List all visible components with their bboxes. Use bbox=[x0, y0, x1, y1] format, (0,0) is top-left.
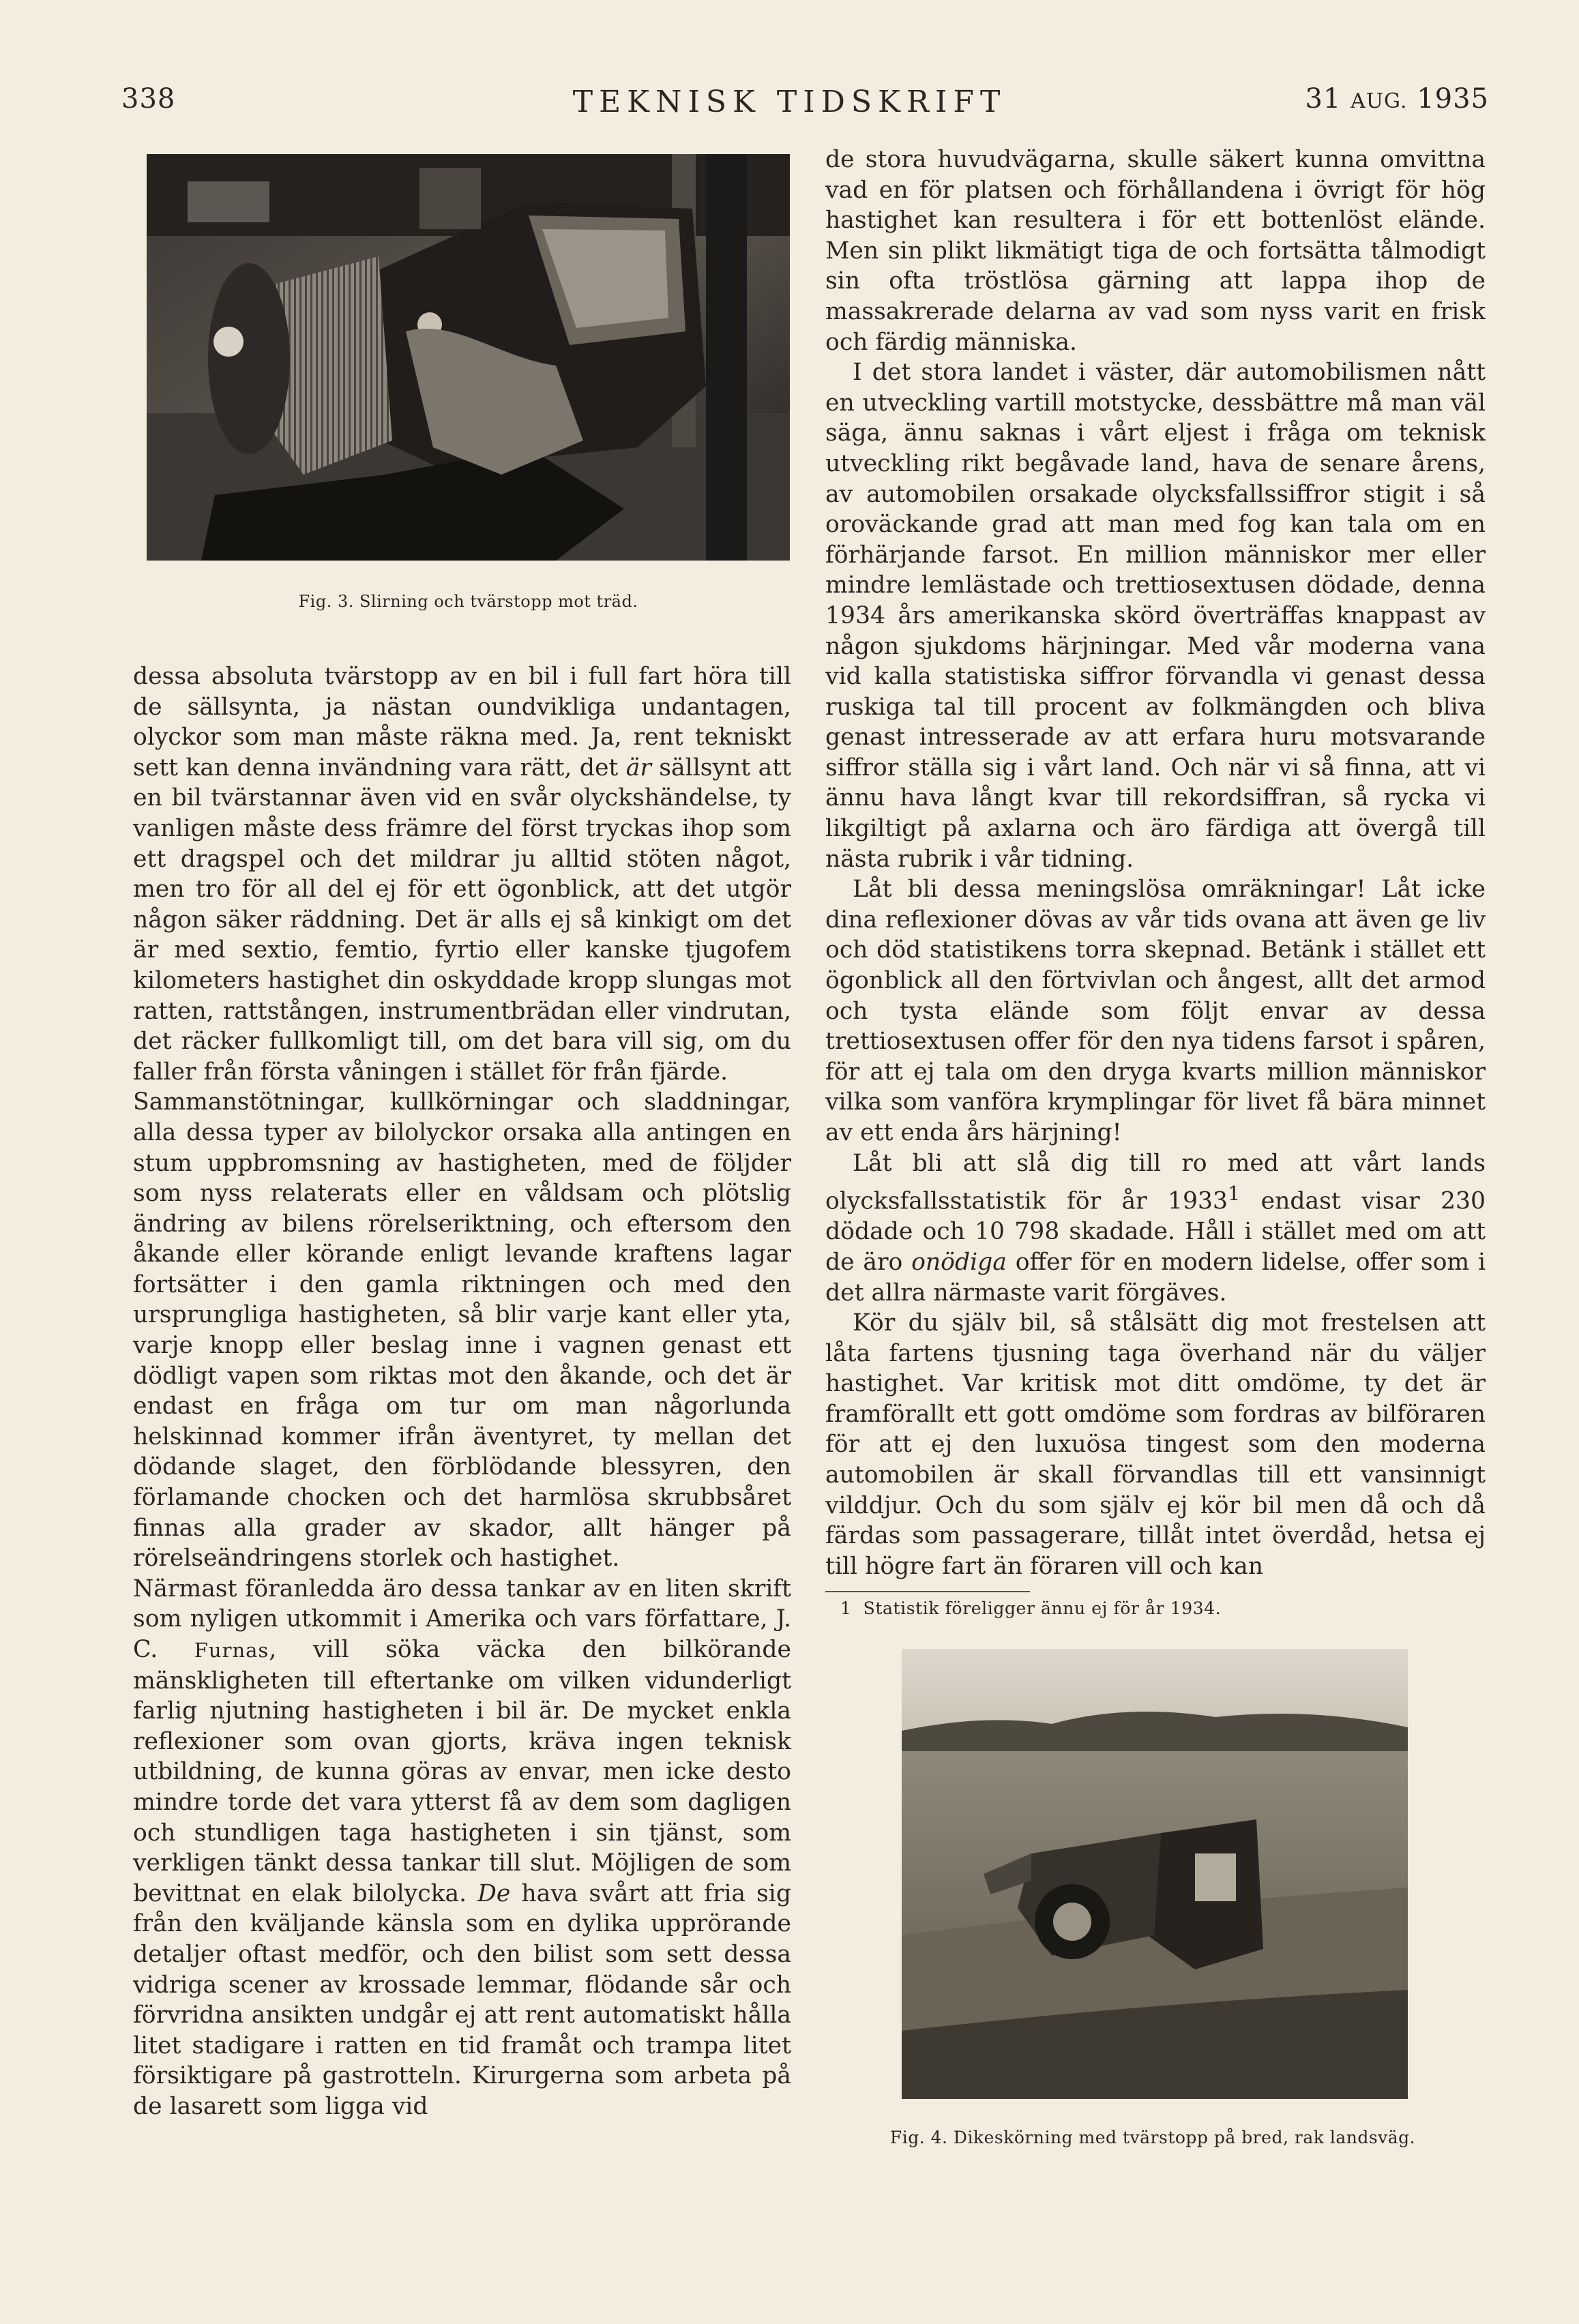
right-p4-emphasis: onödiga bbox=[911, 1248, 1007, 1276]
left-p3-text-b: , vill söka väcka den bilkörande mänskligheten till eftertanke om vilken vidunderligt farlig njutning hastigheten i bil är. De mycket enkla reflexioner som ovan gjorts, kräva ingen teknisk utbildning, de kunna göras av envar, men icke desto mindre torde det vara ytterst få av dem som dagligen och stundligen taga hastigheten i sin tjänst, som verkligen tänkt dessa tankar till slut. Möjligen de som bevittnat en elak bilolycka. bbox=[133, 1636, 791, 1907]
right-paragraph-3: Låt bli dessa meningslösa omräkningar! Låt icke dina reflexioner dövas av vår tids ovana att även ge liv och död statistikens torra skepnad. Betänk i stället ett ögonblick all den förtvivlan och ångest, allt det armod och tysta elände som följt envar av dessa trettiosextusen offer för den nya tidens farsot i spåren, för att ej tala om den dryga kvarts million människor vilka som vanföra krymplingar för livet få bära minnet av ett enda års härjning! bbox=[825, 876, 1486, 1146]
issue-date bbox=[1305, 83, 1489, 115]
footnote-reference: 1 bbox=[1227, 1182, 1241, 1206]
left-p1-emphasis: är bbox=[625, 754, 651, 781]
footnote-divider bbox=[825, 1591, 1030, 1592]
left-p1-text: dessa absoluta tvärstopp av en bil i full fart höra till de sällsynta, ja nästan oundvikliga undantagen, olyckor som man måste räkna med. Ja, rent tekniskt sett kan denna invändning vara rätt, det bbox=[133, 663, 791, 781]
figure-4-caption: Fig. 4. Dikeskörning med tvärstopp på bred, rak landsväg. bbox=[889, 2128, 1416, 2147]
journal-title: TEKNISK TIDSKRIFT bbox=[572, 85, 1007, 119]
left-paragraph-3 bbox=[133, 1574, 791, 2122]
footnote bbox=[840, 1598, 1221, 1618]
left-paragraph-1 bbox=[133, 661, 791, 1087]
crashed-car-image bbox=[147, 154, 790, 561]
issue-day: 31 bbox=[1305, 83, 1342, 115]
figure-4-photo bbox=[902, 1649, 1408, 2099]
figure-3-photo bbox=[147, 154, 790, 561]
left-p3-text-c: hava svårt att fria sig från den kväljande känsla som en dylika upprörande detaljer oftast medför, och den bilist som sett dessa vidriga scener av krossade lemmar, flödande sår och förvridna ansikten undgår ej att rent automatiskt hålla litet stadigare i ratten en tid framåt och trampa litet försiktigare på gastrotteln. Kirurgerna som arbeta på de lasarett som ligga vid bbox=[133, 1879, 791, 2120]
right-paragraph-1: de stora huvudvägarna, skulle säkert kunna omvittna vad en för platsen och förhållandena i övrigt för hög hastighet kan resultera i för ett bottenlöst elände. Men sin plikt likmätigt tiga de och fortsätta tålmodigt sin ofta tröstlösa gärning att lappa ihop de massakrerade delarna av vad som nyss varit en frisk och färdig människa. bbox=[825, 146, 1486, 356]
right-column bbox=[825, 145, 1486, 1581]
footnote-text: Statistik föreligger ännu ej för år 1934. bbox=[863, 1598, 1222, 1618]
figure-3-caption: Fig. 3. Slirning och tvärstopp mot träd. bbox=[298, 592, 638, 611]
right-paragraph-2: I det stora landet i väster, där automobilismen nått en utveckling vartill motstycke, dessbättre må man väl säga, ännu saknas i vårt eljest i fråga om teknisk utveckling rikt begåvade land, hava de senare årens, av automobilen orsakade olycksfallssiffror stigit i så oroväckande grad att man med fog kan tala om en förhärjande farsot. En million människor mer eller mindre lemlästade och trettiosextusen dödade, denna 1934 års amerikanska skörd överträffas knappast av någon sjukdoms härjningar. Med vår moderna vana vid kalla statistiska siffror förvandla vi genast dessa ruskiga tal till procent av folkmängden och bliva genast intresserade av att erfara huru motsvarande siffror ställa sig i vårt land. Och när vi så finna, att vi ännu hava långt kvar till rekordsiffran, så rycka vi likgiltigt på axlarna och äro färdiga att övergå till nästa rubrik i vår tidning. bbox=[825, 359, 1486, 873]
issue-month: AUG. bbox=[1351, 89, 1408, 113]
left-p3-emphasis: De bbox=[477, 1879, 511, 1907]
left-p1-rest: sällsynt att en bil tvärstannar även vid en svår olyckshändelse, ty vanligen måste dess främre del först tryckas ihop som ett dragspel och det mildrar ju alltid stöten något, men tro för all del ej för ett ögonblick, att det utgör någon säker räddning. Det är alls ej så kinkigt om det är med sextio, femtio, fyrtio eller kanske tjugofem kilometers hastighet din oskyddade kropp slungas mot ratten, rattstången, instrumentbrädan eller vindrutan, det räcker fullkomligt till, om det bara vill sig, om du faller från första våningen i stället för från fjärde. bbox=[133, 754, 791, 1086]
overturned-car-image bbox=[902, 1649, 1408, 2099]
page-number: 338 bbox=[121, 83, 176, 115]
right-p4-text-b: endast visar 230 dödade och 10 798 skadade. Håll i stället med om att de äro bbox=[825, 1187, 1486, 1276]
issue-year: 1935 bbox=[1417, 83, 1489, 115]
right-paragraph-5: Kör du själv bil, så stålsätt dig mot frestelsen att låta fartens tjusning taga överhand när du väljer hastighet. Var kritisk mot ditt omdöme, ty det är framförallt ett gott omdöme som fordras av bilföraren för att ej den luxuösa tingest som den moderna automobilen är skall förvandlas till ett vansinnigt vilddjur. Och du som själv ej kör bil men då och då färdas som passagerare, tillåt intet överdåd, hetsa ej till högre fart än föraren vill och kan bbox=[825, 1309, 1486, 1580]
left-column bbox=[133, 661, 791, 2122]
left-paragraph-2: Sammanstötningar, kullkörningar och sladdningar, alla dessa typer av bilolyckor orsaka alla antingen en stum uppbromsning av hastigheten, med de följder som nyss relaterats eller en våldsam och plötslig ändring av bilens rörelseriktning, och eftersom den åkande eller körande enligt levande kraftens lagar fortsätter i den gamla riktningen och med den ursprungliga hastigheten, så blir varje kant eller yta, varje knopp eller beslag inne i vagnen genast ett dödligt vapen som riktas mot den åkande, och det är endast en fråga om tur om man någorlunda helskinnad kommer ifrån äventyret, ty mellan det dödande slaget, den förblödande blessyren, den förlamande chocken och det harmlösa skrubbsåret finnas alla grader av skador, allt hänger på rörelseändringens storlek och hastighet. bbox=[133, 1088, 791, 1573]
right-paragraph-4 bbox=[825, 1148, 1486, 1309]
right-p4-text-a: Låt bli att slå dig till ro med att vårt lands olycksfallsstatistik för år 1933 bbox=[825, 1149, 1486, 1215]
author-name: Furnas bbox=[194, 1639, 269, 1662]
right-p4-text-c: offer för en modern lidelse, offer som i det allra närmaste varit förgäves. bbox=[825, 1248, 1486, 1307]
left-p3-text-a: Närmast föranledda äro dessa tankar av en liten skrift som nyligen utkommit i Amerika och vars författare, J. C. bbox=[133, 1575, 791, 1663]
footnote-marker: 1 bbox=[840, 1598, 852, 1618]
